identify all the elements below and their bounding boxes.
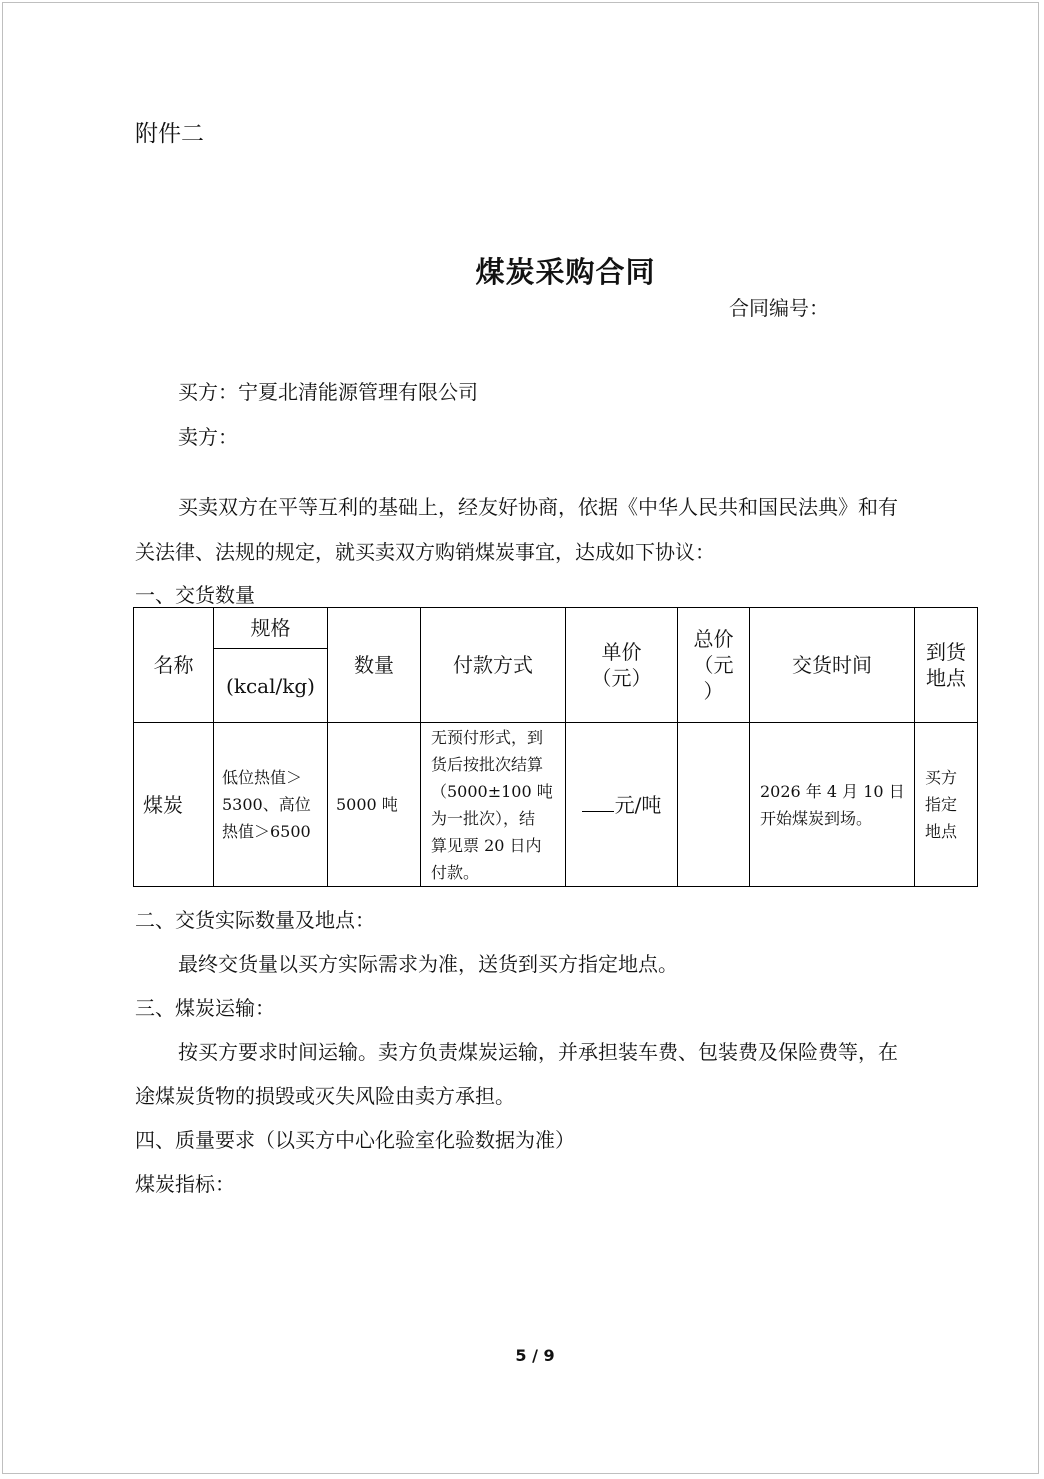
header-name: 名称 <box>134 608 214 723</box>
header-arrival-line-2: 地点 <box>926 666 966 690</box>
cell-delivery-time <box>750 723 915 887</box>
cell-total-price <box>678 723 750 887</box>
section-3-title: 三、煤炭运输： <box>135 996 275 1020</box>
header-quantity: 数量 <box>328 608 421 723</box>
cell-spec <box>214 723 328 887</box>
cell-unit-price-text: 元/吨 <box>614 792 662 817</box>
cell-payment <box>421 723 566 887</box>
cell-payment-line-2: 货后按批次结算 <box>431 754 544 774</box>
section-3-line-2: 途煤炭货物的损毁或灭失风险由卖方承担。 <box>135 1084 515 1108</box>
section-3-line-1: 按买方要求时间运输。卖方负责煤炭运输，并承担装车费、包装费及保险费等，在 <box>178 1040 898 1064</box>
cell-quantity: 5000 吨 <box>328 723 421 887</box>
cell-arrival-place <box>915 723 978 887</box>
table-row <box>134 723 978 887</box>
cell-name: 煤炭 <box>134 723 214 887</box>
cell-arrival-line-2: 指定 <box>925 795 958 814</box>
cell-spec-line-2: 5300、高位 <box>222 795 311 814</box>
header-payment: 付款方式 <box>421 608 566 723</box>
delivery-quantity-table <box>133 607 978 887</box>
header-arrival-line-1: 到货 <box>926 640 966 664</box>
section-1-title: 一、交货数量 <box>135 583 255 607</box>
header-unit-price-line-1: 单价 <box>601 640 642 664</box>
cell-unit-price <box>566 723 678 887</box>
section-4-subtitle: 煤炭指标： <box>135 1172 235 1196</box>
document-title: 煤炭采购合同 <box>475 255 656 289</box>
cell-payment-line-6: 付款。 <box>431 862 480 882</box>
cell-delivery-line-1: 2026 年 4 月 10 日 <box>760 781 905 801</box>
header-spec: 规格 <box>214 608 328 649</box>
cell-spec-line-3: 热值＞6500 <box>222 822 311 841</box>
cell-payment-line-4: 为一批次），结 <box>431 808 536 828</box>
intro-line-1: 买卖双方在平等互利的基础上，经友好协商，依据《中华人民共和国民法典》和有 <box>178 495 898 519</box>
page-number: 5 / 9 <box>515 1346 555 1365</box>
contract-number-label: 合同编号： <box>729 296 829 320</box>
header-unit-price-line-2: （元） <box>591 666 652 690</box>
section-2-body: 最终交货量以买方实际需求为准，送货到买方指定地点。 <box>178 952 678 976</box>
cell-payment-line-5: 算见票 20 日内 <box>431 835 542 855</box>
header-spec-unit: (kcal/kg) <box>214 649 328 723</box>
cell-payment-line-3: （5000±100 吨 <box>431 781 553 801</box>
buyer-line: 买方：宁夏北清能源管理有限公司 <box>178 380 478 404</box>
seller-line: 卖方： <box>178 425 238 449</box>
cell-spec-line-1: 低位热值＞ <box>222 768 303 787</box>
header-total-price-line-2: （元 <box>693 653 734 677</box>
intro-line-2: 关法律、法规的规定，就买卖双方购销煤炭事宜，达成如下协议： <box>135 540 715 564</box>
unit-price-blank <box>582 810 614 812</box>
section-4-title: 四、质量要求（以买方中心化验室化验数据为准） <box>135 1128 575 1152</box>
attachment-label: 附件二 <box>135 121 204 147</box>
cell-arrival-line-3: 地点 <box>925 822 958 841</box>
header-arrival-place <box>915 608 978 723</box>
header-total-price-line-3: ） <box>703 679 724 703</box>
cell-delivery-line-2: 开始煤炭到场。 <box>760 808 873 828</box>
header-unit-price <box>566 608 678 723</box>
section-2-title: 二、交货实际数量及地点： <box>135 908 375 932</box>
cell-payment-line-1: 无预付形式，到 <box>431 727 544 747</box>
header-delivery-time: 交货时间 <box>750 608 915 723</box>
header-total-price <box>678 608 750 723</box>
header-total-price-line-1: 总价 <box>693 627 734 651</box>
cell-arrival-line-1: 买方 <box>925 768 958 787</box>
